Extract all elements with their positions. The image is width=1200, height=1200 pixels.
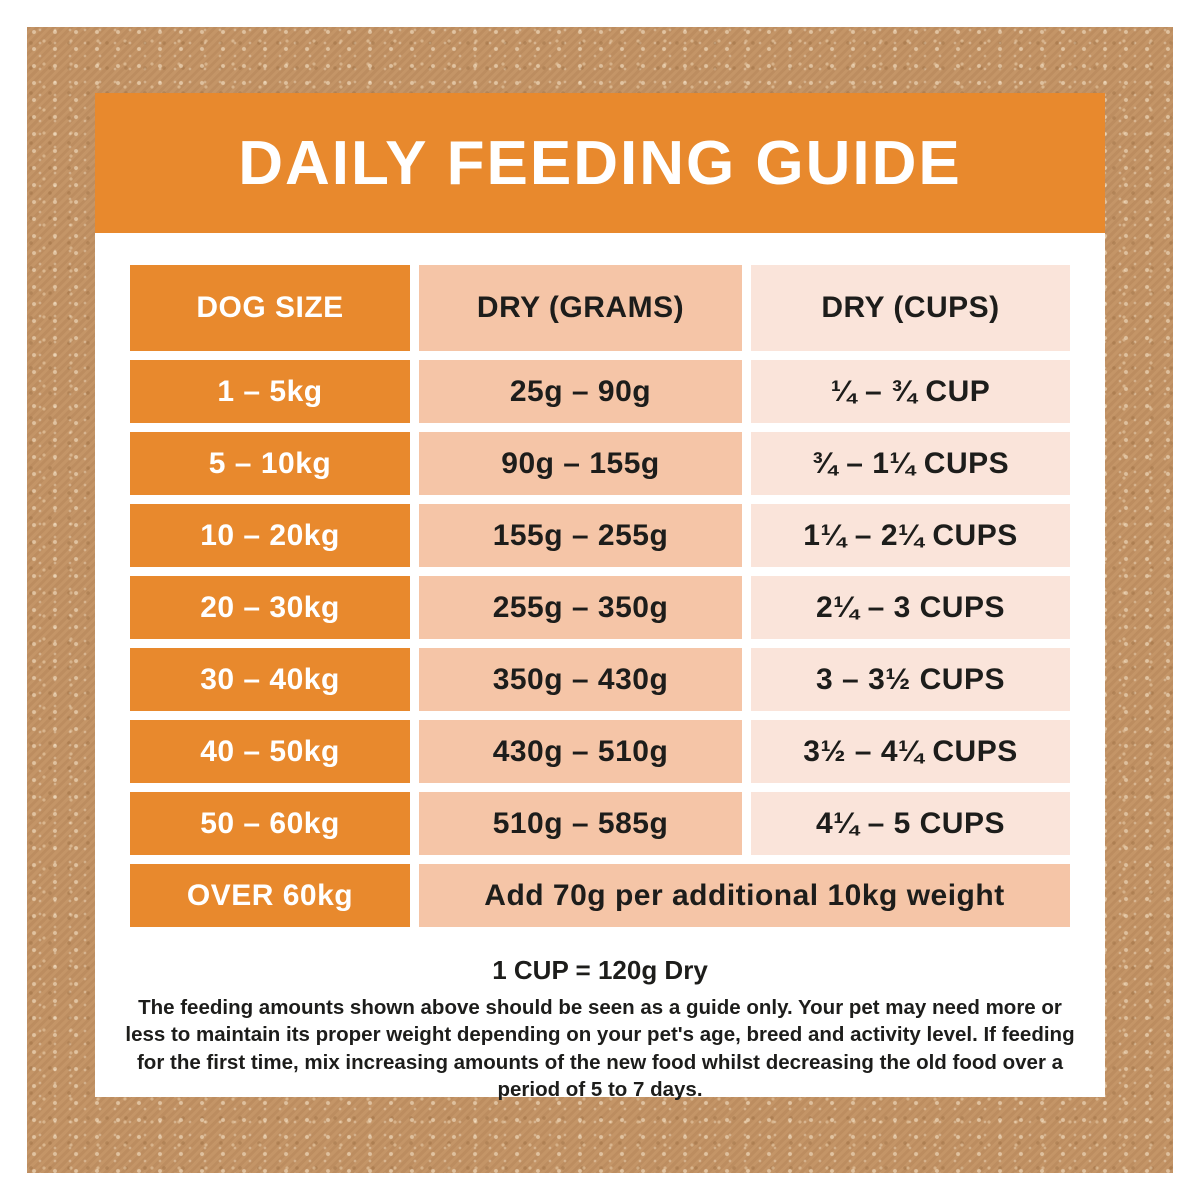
grams-cell: 90g – 155g — [419, 432, 742, 495]
dog-size-cell: 10 – 20kg — [130, 504, 410, 567]
dog-size-cell-over-60kg: OVER 60kg — [130, 864, 410, 927]
grams-cell: 155g – 255g — [419, 504, 742, 567]
over-60kg-note-cell: Add 70g per additional 10kg weight — [419, 864, 1070, 927]
feeding-disclaimer: The feeding amounts shown above should be seen as a guide only. Your pet may need more or less to maintain its proper weight depending on your pet's age, breed and activity level. If feeding for the first time, mix increasing amounts of the new food whilst decreasing the old food over a period of 5 to 7 days. — [125, 996, 1075, 1101]
feeding-table — [130, 265, 1070, 927]
column-header-dry-grams: DRY (GRAMS) — [419, 265, 742, 351]
page-title: DAILY FEEDING GUIDE — [238, 128, 962, 198]
cups-cell: 2¼ – 3 CUPS — [751, 576, 1070, 639]
feeding-guide-card — [95, 93, 1105, 1101]
column-header-dog-size: DOG SIZE — [130, 265, 410, 351]
dog-size-cell: 30 – 40kg — [130, 648, 410, 711]
cups-cell: 1¼ – 2¼ CUPS — [751, 504, 1070, 567]
dog-size-cell: 40 – 50kg — [130, 720, 410, 783]
column-header-dry-cups: DRY (CUPS) — [751, 265, 1070, 351]
header-bar — [95, 93, 1105, 233]
cups-cell: ¾ – 1¼ CUPS — [751, 432, 1070, 495]
cup-equivalence-note: 1 CUP = 120g Dry — [492, 955, 708, 985]
grams-cell: 510g – 585g — [419, 792, 742, 855]
cups-cell: ¼ – ¾ CUP — [751, 360, 1070, 423]
grams-cell: 350g – 430g — [419, 648, 742, 711]
grams-cell: 25g – 90g — [419, 360, 742, 423]
dog-size-cell: 20 – 30kg — [130, 576, 410, 639]
dog-size-cell: 1 – 5kg — [130, 360, 410, 423]
dog-size-cell: 5 – 10kg — [130, 432, 410, 495]
grams-cell: 255g – 350g — [419, 576, 742, 639]
cups-cell: 3½ – 4¼ CUPS — [751, 720, 1070, 783]
cups-cell: 3 – 3½ CUPS — [751, 648, 1070, 711]
cups-cell: 4¼ – 5 CUPS — [751, 792, 1070, 855]
dog-size-cell: 50 – 60kg — [130, 792, 410, 855]
grams-cell: 430g – 510g — [419, 720, 742, 783]
